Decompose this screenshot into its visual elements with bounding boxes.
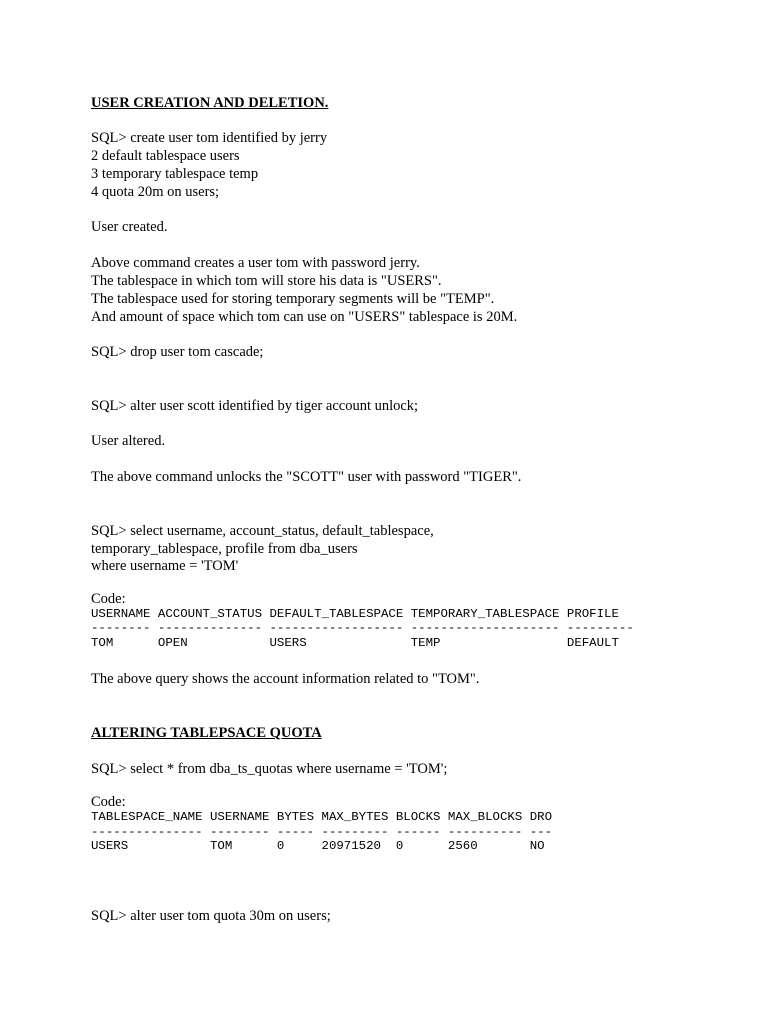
alter-result: User altered. <box>91 433 166 449</box>
sql-select-line-1: SQL> select username, account_status, default_tablespace, <box>91 523 434 539</box>
create-result: User created. <box>91 219 168 235</box>
quota-header-row: TABLESPACE_NAME USERNAME BYTES MAX_BYTES BLOCKS MAX_BLOCKS DRO <box>91 810 553 824</box>
sql-alter-quota: SQL> alter user tom quota 30m on users; <box>91 908 331 924</box>
explanation-line-2: The tablespace in which tom will store his data is "USERS". <box>91 273 442 289</box>
explanation-line-1: Above command creates a user tom with password jerry. <box>91 255 420 271</box>
quota-separator-row: --------------- -------- ----- --------- ------ ---------- --- <box>91 825 553 839</box>
quota-data-row: USERS TOM 0 20971520 0 2560 NO <box>91 839 545 853</box>
alter-explanation: The above command unlocks the "SCOTT" user with password "TIGER". <box>91 469 522 485</box>
sql-select-line-2: temporary_tablespace, profile from dba_users <box>91 541 358 557</box>
sql-drop-user: SQL> drop user tom cascade; <box>91 344 264 360</box>
code-header-row: USERNAME ACCOUNT_STATUS DEFAULT_TABLESPACE TEMPORARY_TABLESPACE PROFILE <box>91 607 619 621</box>
section-heading-tablespace-quota: ALTERING TABLEPSACE QUOTA <box>91 725 322 741</box>
explanation-line-4: And amount of space which tom can use on "USERS" tablespace is 20M. <box>91 309 518 325</box>
code-label-2: Code: <box>91 794 126 810</box>
sql-create-line-2: 2 default tablespace users <box>91 148 240 164</box>
query-explanation: The above query shows the account information related to "TOM". <box>91 671 480 687</box>
explanation-line-3: The tablespace used for storing temporary segments will be "TEMP". <box>91 291 495 307</box>
code-data-row: TOM OPEN USERS TEMP DEFAULT <box>91 636 619 650</box>
sql-select-quotas: SQL> select * from dba_ts_quotas where username = 'TOM'; <box>91 761 448 777</box>
code-separator-row: -------- -------------- ------------------ -------------------- --------- <box>91 621 634 635</box>
sql-create-line-1: SQL> create user tom identified by jerry <box>91 130 328 146</box>
sql-create-line-4: 4 quota 20m on users; <box>91 184 220 200</box>
sql-create-line-3: 3 temporary tablespace temp <box>91 166 259 182</box>
sql-select-line-3: where username = 'TOM' <box>91 558 239 574</box>
sql-alter-scott: SQL> alter user scott identified by tiger account unlock; <box>91 398 419 414</box>
section-heading-user-creation: USER CREATION AND DELETION. <box>91 95 329 111</box>
code-label: Code: <box>91 591 126 607</box>
